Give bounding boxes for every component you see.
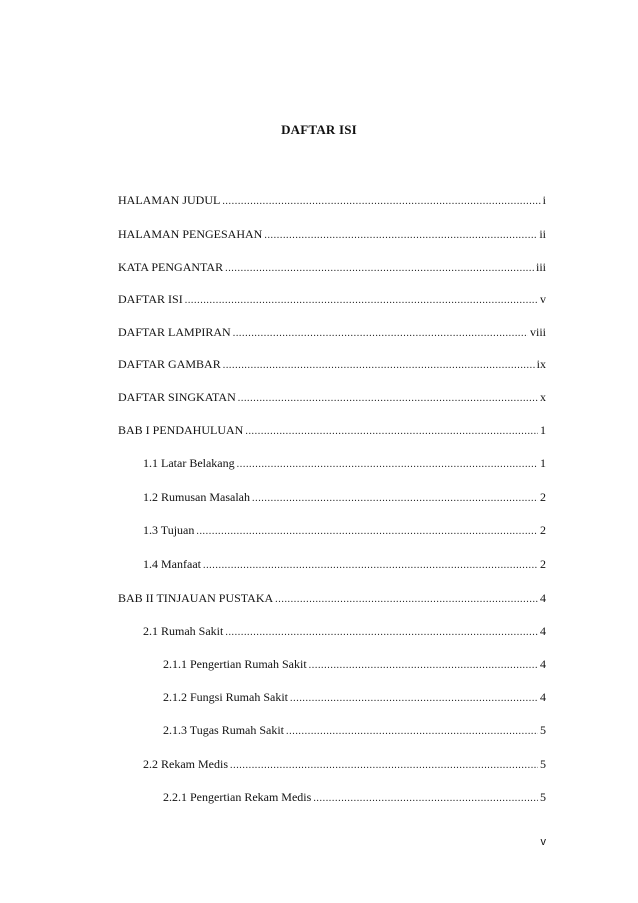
toc-label: 2.2 Rekam Medis bbox=[143, 757, 228, 771]
toc-entry-daftar-gambar bbox=[118, 357, 546, 373]
dot-leader bbox=[313, 792, 538, 806]
dot-leader bbox=[225, 262, 534, 276]
toc-page-number: 1 bbox=[540, 456, 546, 470]
toc-entry-1-4 bbox=[143, 557, 546, 573]
toc-page-number: ix bbox=[536, 357, 546, 371]
toc-entry-2-1-1 bbox=[163, 657, 546, 673]
toc-label: 2.2.1 Pengertian Rekam Medis bbox=[163, 790, 312, 804]
toc-page-number: 1 bbox=[540, 423, 546, 437]
toc-entry-bab-1 bbox=[118, 423, 546, 439]
toc-page-number: 2 bbox=[540, 490, 546, 504]
toc-page-number: 5 bbox=[540, 757, 546, 771]
dot-leader bbox=[225, 626, 538, 640]
toc-label: DAFTAR ISI bbox=[118, 292, 183, 306]
dot-leader bbox=[203, 559, 538, 573]
toc-page-number: iii bbox=[535, 260, 546, 274]
toc-entry-daftar-lampiran bbox=[118, 325, 546, 341]
footer-page-number: v bbox=[540, 836, 546, 848]
toc-page-number: i bbox=[542, 193, 546, 207]
toc-entry-2-1-2 bbox=[163, 690, 546, 706]
page-title: DAFTAR ISI bbox=[281, 122, 357, 137]
toc-page-number: 4 bbox=[540, 624, 546, 638]
toc-entry-kata-pengantar bbox=[118, 260, 546, 276]
dot-leader bbox=[196, 525, 538, 539]
toc-page-number: x bbox=[540, 390, 546, 404]
toc-label: 1.2 Rumusan Masalah bbox=[143, 490, 250, 504]
toc-entry-halaman-judul bbox=[118, 193, 546, 209]
toc-label: BAB II TINJAUAN PUSTAKA bbox=[118, 591, 274, 605]
toc-page-number: v bbox=[540, 292, 546, 306]
toc-label: 2.1 Rumah Sakit bbox=[143, 624, 224, 638]
toc-entry-2-1-3 bbox=[163, 723, 546, 739]
toc-entry-2-2 bbox=[143, 757, 546, 773]
toc-entry-bab-2 bbox=[118, 591, 546, 607]
toc-entry-daftar-isi bbox=[118, 292, 546, 308]
toc-page-number: ii bbox=[539, 227, 546, 241]
toc-page-number: 4 bbox=[540, 591, 546, 605]
dot-leader bbox=[252, 492, 538, 506]
dot-leader bbox=[237, 458, 538, 472]
dot-leader bbox=[223, 359, 535, 373]
dot-leader bbox=[222, 195, 540, 209]
dot-leader bbox=[264, 229, 537, 243]
toc-label: 2.1.2 Fungsi Rumah Sakit bbox=[163, 690, 289, 704]
toc-page-number: 5 bbox=[540, 790, 546, 804]
dot-leader bbox=[185, 294, 538, 308]
toc-entry-1-2 bbox=[143, 490, 546, 506]
dot-leader bbox=[245, 425, 538, 439]
toc-label: KATA PENGANTAR bbox=[118, 260, 224, 274]
toc-page-number: 2 bbox=[540, 557, 546, 571]
dot-leader bbox=[309, 659, 538, 673]
toc-page-number: viii bbox=[529, 325, 546, 339]
toc-label: HALAMAN PENGESAHAN bbox=[118, 227, 263, 241]
dot-leader bbox=[290, 692, 538, 706]
toc-label: 2.1.3 Tugas Rumah Sakit bbox=[163, 723, 285, 737]
dot-leader bbox=[233, 327, 528, 341]
toc-page-number: 4 bbox=[540, 657, 546, 671]
toc-label: 1.3 Tujuan bbox=[143, 523, 195, 537]
toc-entry-daftar-singkatan bbox=[118, 390, 546, 406]
toc-label: BAB I PENDAHULUAN bbox=[118, 423, 244, 437]
toc-page-number: 4 bbox=[540, 690, 546, 704]
dot-leader bbox=[275, 593, 538, 607]
toc-label: 2.1.1 Pengertian Rumah Sakit bbox=[163, 657, 307, 671]
dot-leader bbox=[238, 392, 538, 406]
toc-page-number: 5 bbox=[540, 723, 546, 737]
toc-entry-2-1 bbox=[143, 624, 546, 640]
toc-entry-halaman-pengesahan bbox=[118, 227, 546, 243]
dot-leader bbox=[286, 725, 538, 739]
dot-leader bbox=[230, 759, 538, 773]
toc-page-number: 2 bbox=[540, 523, 546, 537]
toc-label: DAFTAR GAMBAR bbox=[118, 357, 221, 371]
toc-entry-1-1 bbox=[143, 456, 546, 472]
toc-label: 1.4 Manfaat bbox=[143, 557, 201, 571]
toc-label: 1.1 Latar Belakang bbox=[143, 456, 235, 470]
toc-label: HALAMAN JUDUL bbox=[118, 193, 221, 207]
toc-entry-1-3 bbox=[143, 523, 546, 539]
toc-label: DAFTAR SINGKATAN bbox=[118, 390, 236, 404]
toc-entry-2-2-1 bbox=[163, 790, 546, 806]
toc-label: DAFTAR LAMPIRAN bbox=[118, 325, 231, 339]
